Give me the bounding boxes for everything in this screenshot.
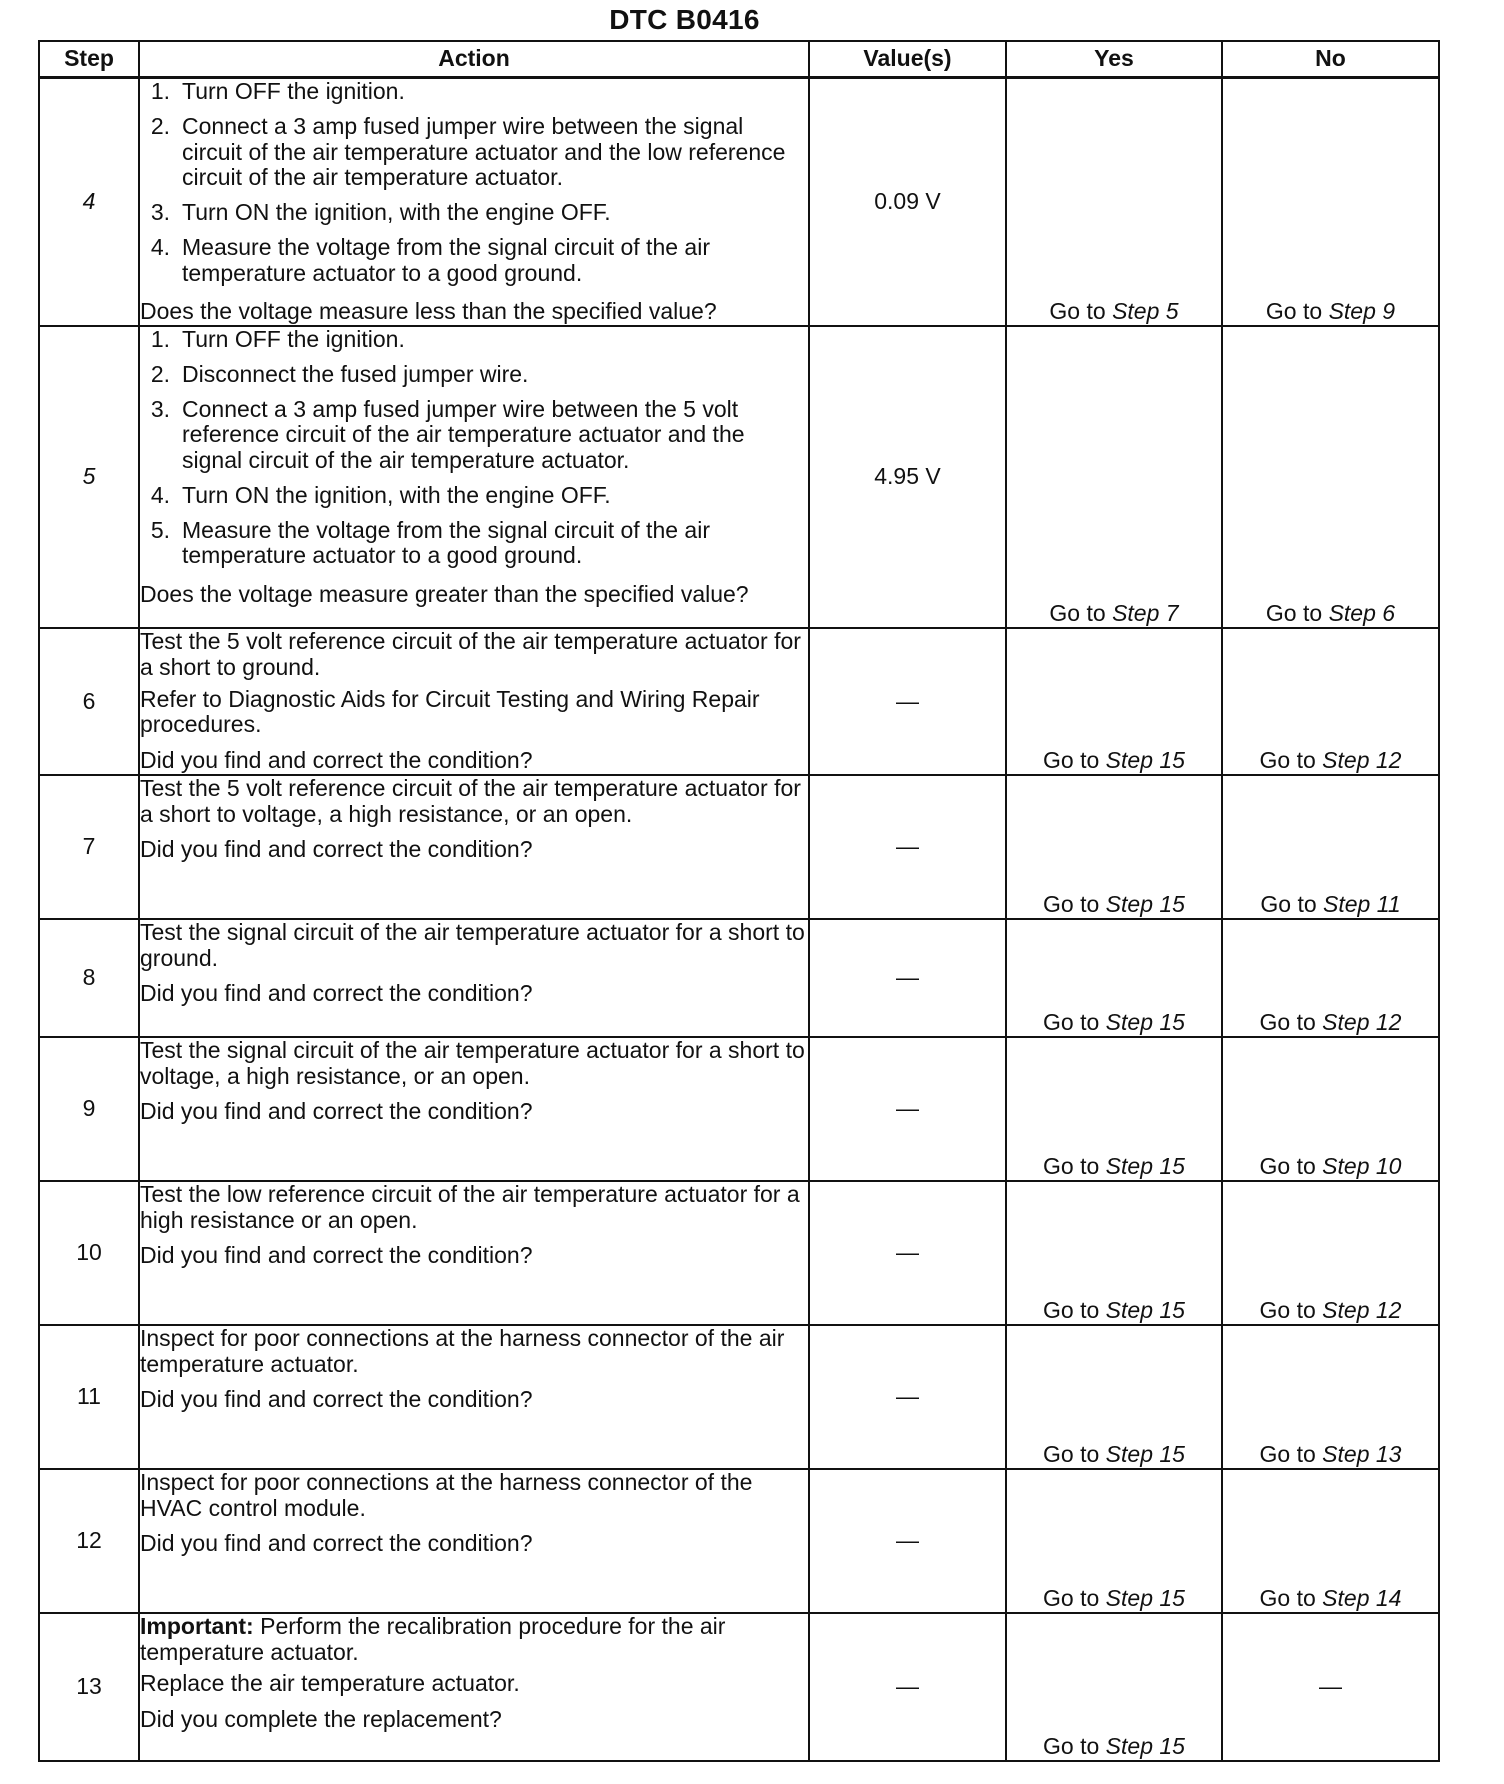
step-number: 4: [39, 78, 139, 327]
instruction-list: [140, 327, 808, 578]
table-row: [39, 1037, 1439, 1181]
header-yes: Yes: [1006, 41, 1222, 78]
no-step-link: Step 11: [1323, 891, 1401, 917]
table-row: [39, 1325, 1439, 1469]
question-text: Did you find and correct the condition?: [140, 980, 533, 1007]
no-cell: Go to Step 14: [1222, 1469, 1439, 1613]
action-cell: [139, 1181, 809, 1325]
question-text: Does the voltage measure greater than the specified value?: [140, 581, 749, 607]
value-cell: 4.95 V: [809, 326, 1006, 628]
yes-cell: Go to Step 15: [1006, 1613, 1222, 1761]
important-note: Important: Perform the recalibration procedure for the air temperature actuator.: [140, 1612, 726, 1665]
list-item: 5. Measure the voltage from the signal circuit of the air temperature actuator to a good ground.: [150, 516, 710, 569]
value-cell: —: [809, 1613, 1006, 1761]
question-text: Did you find and correct the condition?: [140, 836, 533, 863]
no-step-link: Step 12: [1322, 1009, 1402, 1035]
yes-step-link: Step 15: [1105, 1585, 1185, 1611]
question-text: Did you find and correct the condition?: [140, 1386, 533, 1413]
table-row: [39, 628, 1439, 775]
step-number: 11: [39, 1325, 139, 1469]
list-item: 3. Turn ON the ignition, with the engine OFF.: [150, 199, 611, 225]
question-text: Did you find and correct the condition?: [140, 1098, 533, 1125]
no-step-link: Step 9: [1328, 298, 1396, 325]
step-number: 10: [39, 1181, 139, 1325]
action-cell: [139, 919, 809, 1037]
no-cell: —: [1222, 1613, 1439, 1761]
action-cell: [139, 628, 809, 775]
no-step-link: Step 12: [1322, 747, 1402, 773]
yes-cell: Go to Step 15: [1006, 919, 1222, 1037]
header-action: Action: [139, 41, 809, 78]
value-cell: —: [809, 628, 1006, 775]
action-text: Inspect for poor connections at the harness connector of the air temperature actuator.: [140, 1324, 785, 1377]
header-step: Step: [39, 41, 139, 78]
instruction-list: [140, 79, 808, 295]
no-cell: Go to Step 12: [1222, 1181, 1439, 1325]
yes-cell: Go to Step 15: [1006, 1469, 1222, 1613]
value-cell: —: [809, 919, 1006, 1037]
list-item: 2. Disconnect the fused jumper wire.: [150, 360, 529, 387]
table-row: [39, 78, 1439, 327]
yes-cell: Go to Step 15: [1006, 1181, 1222, 1325]
action-text: Inspect for poor connections at the harness connector of the HVAC control module.: [140, 1468, 753, 1521]
important-label: Important:: [140, 1612, 254, 1639]
yes-cell: Go to Step 15: [1006, 628, 1222, 775]
action-text: Test the signal circuit of the air temperature actuator for a short to ground.: [140, 918, 805, 971]
no-cell: Go to Step 11: [1222, 775, 1439, 919]
header-values: Value(s): [809, 41, 1006, 78]
table-row: [39, 326, 1439, 628]
value-cell: —: [809, 1325, 1006, 1469]
action-cell: [139, 1613, 809, 1761]
list-item: 1. Turn OFF the ignition.: [150, 326, 405, 352]
table-row: [39, 775, 1439, 919]
no-step-link: Step 12: [1322, 1297, 1402, 1323]
table-row: [39, 1181, 1439, 1325]
yes-step-link: Step 15: [1105, 1009, 1185, 1035]
action-text: Refer to Diagnostic Aids for Circuit Testing and Wiring Repair procedures.: [140, 685, 760, 738]
header-no: No: [1222, 41, 1439, 78]
yes-step-link: Step 15: [1105, 1441, 1185, 1467]
no-step-link: Step 14: [1322, 1585, 1402, 1611]
no-step-link: Step 6: [1328, 600, 1396, 627]
step-number: 7: [39, 775, 139, 919]
step-number: 12: [39, 1469, 139, 1613]
list-item: 1. Turn OFF the ignition.: [150, 78, 405, 104]
yes-cell: Go to Step 15: [1006, 1325, 1222, 1469]
value-cell: —: [809, 775, 1006, 919]
value-cell: 0.09 V: [809, 78, 1006, 327]
question-text: Did you find and correct the condition?: [140, 1530, 533, 1557]
question-text: Does the voltage measure less than the specified value?: [140, 298, 717, 325]
action-cell: [139, 78, 809, 327]
no-step-link: Step 10: [1322, 1153, 1402, 1179]
question-text: Did you find and correct the condition?: [140, 747, 533, 773]
no-cell: Go to Step 6: [1222, 326, 1439, 628]
table-row: [39, 919, 1439, 1037]
value-cell: —: [809, 1181, 1006, 1325]
no-cell: Go to Step 13: [1222, 1325, 1439, 1469]
yes-step-link: Step 15: [1105, 1733, 1185, 1759]
yes-step-link: Step 15: [1105, 891, 1185, 917]
action-text: Test the low reference circuit of the air temperature actuator for a high resistance or an open.: [140, 1180, 800, 1233]
table-row: [39, 1613, 1439, 1761]
no-cell: Go to Step 10: [1222, 1037, 1439, 1181]
action-cell: [139, 326, 809, 628]
yes-step-link: Step 15: [1105, 1153, 1185, 1179]
yes-cell: Go to Step 5: [1006, 78, 1222, 327]
table-row: [39, 1469, 1439, 1613]
yes-cell: Go to Step 7: [1006, 326, 1222, 628]
list-item: 4. Measure the voltage from the signal circuit of the air temperature actuator to a good ground.: [150, 233, 710, 286]
yes-step-link: Step 5: [1112, 298, 1179, 325]
step-number: 5: [39, 326, 139, 628]
no-cell: Go to Step 9: [1222, 78, 1439, 327]
value-cell: —: [809, 1037, 1006, 1181]
action-text: Test the signal circuit of the air temperature actuator for a short to voltage, a high resistance, or an open.: [140, 1036, 805, 1089]
no-step-link: Step 13: [1322, 1441, 1402, 1467]
step-number: 8: [39, 919, 139, 1037]
action-cell: [139, 1037, 809, 1181]
no-cell: Go to Step 12: [1222, 628, 1439, 775]
yes-cell: Go to Step 15: [1006, 775, 1222, 919]
list-item: 2. Connect a 3 amp fused jumper wire between the signal circuit of the air temperature actuator and the low reference circuit of the air temperature actuator.: [150, 112, 786, 191]
question-text: Did you complete the replacement?: [140, 1706, 502, 1732]
action-cell: [139, 1325, 809, 1469]
step-number: 6: [39, 628, 139, 775]
question-text: Did you find and correct the condition?: [140, 1242, 533, 1269]
list-item: 3. Connect a 3 amp fused jumper wire between the 5 volt reference circuit of the air temperature actuator and the signal circuit of the air temperature actuator.: [150, 395, 745, 473]
yes-step-link: Step 7: [1112, 600, 1179, 627]
value-cell: —: [809, 1469, 1006, 1613]
action-cell: [139, 1469, 809, 1613]
yes-step-link: Step 15: [1105, 747, 1185, 773]
no-cell: Go to Step 12: [1222, 919, 1439, 1037]
page-title: DTC B0416: [609, 4, 760, 35]
action-text: Test the 5 volt reference circuit of the air temperature actuator for a short to ground.: [140, 628, 801, 680]
yes-cell: Go to Step 15: [1006, 1037, 1222, 1181]
yes-step-link: Step 15: [1105, 1297, 1185, 1323]
action-text: Test the 5 volt reference circuit of the air temperature actuator for a short to voltage, a high resistance, or an open.: [140, 774, 801, 827]
action-cell: [139, 775, 809, 919]
diagnostic-table: [38, 40, 1440, 1762]
step-number: 9: [39, 1037, 139, 1181]
list-item: 4. Turn ON the ignition, with the engine OFF.: [150, 481, 611, 508]
action-text: Replace the air temperature actuator.: [140, 1670, 520, 1697]
header-row: [39, 41, 1439, 78]
step-number: 13: [39, 1613, 139, 1761]
